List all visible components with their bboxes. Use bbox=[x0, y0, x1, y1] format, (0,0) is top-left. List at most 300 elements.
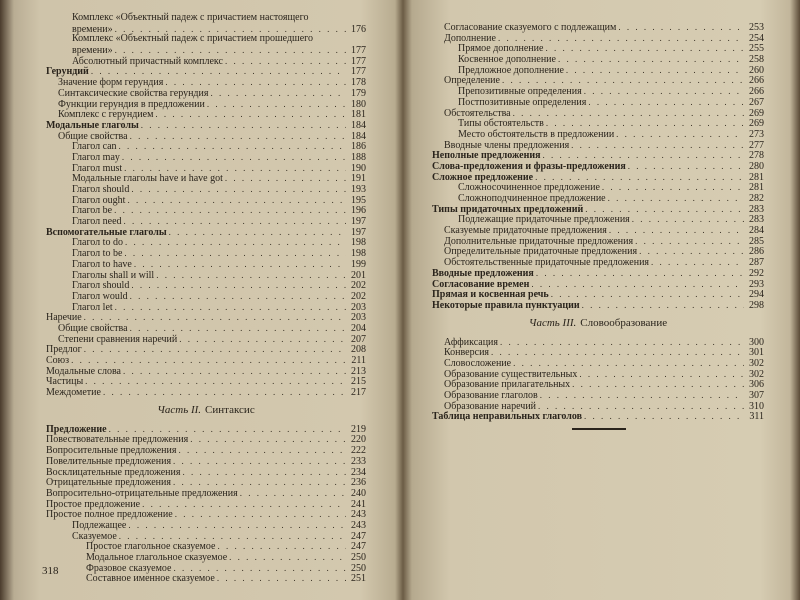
toc-entry-title: Дополнительные придаточные предложения bbox=[444, 235, 634, 247]
toc-entry bbox=[46, 34, 366, 45]
toc-leader-dots bbox=[628, 161, 744, 172]
toc-leader-dots bbox=[651, 257, 744, 268]
toc-list bbox=[432, 22, 764, 311]
toc-leader-dots bbox=[491, 347, 744, 358]
toc-leader-dots bbox=[498, 33, 744, 44]
toc-entry-title: Словосложение bbox=[444, 357, 512, 369]
toc-entry-title: Предлог bbox=[46, 344, 82, 356]
toc-entry-page: 298 bbox=[749, 299, 764, 311]
toc-entry bbox=[46, 248, 366, 259]
toc-entry-title: Глагол let bbox=[72, 301, 113, 313]
toc-entry-page: 281 bbox=[749, 182, 764, 194]
toc-entry bbox=[432, 347, 764, 358]
toc-entry-page: 286 bbox=[749, 246, 764, 258]
toc-entry bbox=[46, 573, 366, 584]
toc-entry bbox=[46, 445, 366, 456]
toc-entry-page: 178 bbox=[351, 77, 366, 89]
toc-entry-page: 255 bbox=[749, 43, 764, 55]
toc-leader-dots bbox=[119, 141, 346, 152]
toc-entry-title: Сложноподчиненное предложение bbox=[458, 193, 606, 204]
toc-entry bbox=[432, 161, 764, 172]
toc-entry-page: 284 bbox=[749, 225, 764, 237]
toc-entry-page: 282 bbox=[749, 193, 764, 204]
toc-entry-page: 203 bbox=[351, 312, 366, 324]
toc-leader-dots bbox=[229, 552, 346, 563]
toc-leader-dots bbox=[545, 43, 744, 54]
toc-entry-title: Восклицательные предложения bbox=[46, 466, 181, 478]
toc-leader-dots bbox=[131, 184, 346, 195]
toc-entry-page: 176 bbox=[351, 23, 366, 35]
toc-entry-title: Препозитивные определения bbox=[458, 86, 582, 98]
toc-entry-page: 195 bbox=[351, 194, 366, 206]
toc-entry-page: 301 bbox=[749, 347, 764, 359]
toc-entry bbox=[432, 214, 764, 225]
toc-leader-dots bbox=[538, 401, 744, 412]
toc-entry-title: Общие свойства bbox=[58, 130, 128, 142]
toc-entry-title: Вводные предложения bbox=[432, 267, 534, 279]
toc-leader-dots bbox=[536, 268, 744, 279]
toc-entry-page: 283 bbox=[749, 203, 764, 215]
toc-entry-page: 280 bbox=[749, 160, 764, 172]
toc-entry-page: 294 bbox=[749, 289, 764, 301]
toc-entry-title: Комплекс «Объектный падеж с причастием настоящего bbox=[72, 12, 309, 23]
toc-entry-page: 266 bbox=[749, 75, 764, 87]
toc-entry-title: Глагол to do bbox=[72, 237, 123, 249]
toc-leader-dots bbox=[632, 214, 744, 225]
toc-entry-page: 177 bbox=[351, 55, 366, 67]
toc-entry-page: 180 bbox=[351, 98, 366, 110]
toc-entry-page: 287 bbox=[749, 257, 764, 269]
toc-entry-page: 302 bbox=[749, 357, 764, 369]
toc-leader-dots bbox=[125, 237, 346, 248]
toc-entry-page: 199 bbox=[351, 258, 366, 270]
toc-entry bbox=[432, 150, 764, 161]
toc-entry bbox=[432, 236, 764, 247]
toc-entry bbox=[432, 246, 764, 257]
toc-entry-title: Глагол must bbox=[72, 162, 123, 174]
toc-leader-dots bbox=[175, 509, 346, 520]
toc-entry-page: 247 bbox=[351, 530, 366, 542]
toc-leader-dots bbox=[130, 323, 346, 334]
toc-entry-page: 277 bbox=[749, 139, 764, 151]
toc-entry bbox=[46, 141, 366, 152]
toc-leader-dots bbox=[91, 66, 346, 77]
toc-entry bbox=[46, 302, 366, 313]
toc-leader-dots bbox=[225, 173, 346, 184]
toc-entry bbox=[432, 193, 764, 204]
toc-entry-title: Союз bbox=[46, 355, 70, 366]
toc-leader-dots bbox=[608, 193, 744, 204]
toc-entry-page: 190 bbox=[351, 162, 366, 174]
toc-entry-title: Модальные глаголы bbox=[46, 119, 139, 131]
toc-entry-title: Сказуемое bbox=[72, 530, 117, 542]
toc-entry bbox=[46, 205, 366, 216]
toc-entry bbox=[46, 488, 366, 499]
toc-entry bbox=[432, 289, 764, 300]
toc-entry-title: Аффиксация bbox=[444, 336, 499, 348]
right-toc bbox=[432, 22, 764, 422]
toc-entry-page: 250 bbox=[351, 552, 366, 563]
part-number: Часть II. bbox=[157, 404, 202, 417]
toc-leader-dots bbox=[165, 77, 346, 88]
toc-entry bbox=[432, 401, 764, 412]
toc-entry bbox=[46, 45, 366, 56]
toc-leader-dots bbox=[585, 204, 744, 215]
toc-entry bbox=[46, 563, 366, 574]
toc-entry-page: 267 bbox=[749, 96, 764, 108]
toc-entry-page: 184 bbox=[351, 130, 366, 142]
toc-entry-title: Фразовое сказуемое bbox=[86, 562, 172, 574]
toc-entry bbox=[46, 334, 366, 345]
toc-entry-title: Слова-предложения и фразы-предложения bbox=[432, 160, 626, 172]
toc-entry-page: 293 bbox=[749, 278, 764, 290]
toc-entry-title: Типы придаточных предложений bbox=[432, 203, 584, 215]
toc-entry bbox=[432, 390, 764, 401]
right-page bbox=[404, 0, 800, 600]
toc-leader-dots bbox=[182, 467, 346, 478]
toc-entry-title: Функции герундия в предложении bbox=[58, 98, 205, 110]
toc-entry bbox=[46, 467, 366, 478]
toc-entry-title: Простое глагольное сказуемое bbox=[86, 541, 216, 553]
toc-entry-title: Неполные предложения bbox=[432, 150, 541, 162]
toc-entry-title: Глагол ought bbox=[72, 194, 126, 206]
toc-leader-dots bbox=[225, 56, 346, 67]
toc-entry-title: Типы обстоятельств bbox=[458, 118, 544, 130]
toc-leader-dots bbox=[173, 563, 346, 574]
toc-entry-page: 283 bbox=[749, 214, 764, 226]
toc-entry-title: Предложение bbox=[46, 423, 107, 435]
toc-leader-dots bbox=[130, 131, 346, 142]
toc-leader-dots bbox=[124, 216, 346, 227]
toc-entry bbox=[432, 118, 764, 129]
toc-leader-dots bbox=[571, 140, 744, 151]
toc-entry-page: 188 bbox=[351, 151, 366, 163]
toc-entry bbox=[46, 312, 366, 323]
toc-entry-page: 217 bbox=[351, 387, 366, 399]
toc-entry-title: Глагол need bbox=[72, 216, 122, 228]
toc-entry-title: Вводные члены предложения bbox=[444, 139, 570, 151]
toc-entry-title: Вспомогательные глаголы bbox=[46, 226, 167, 238]
toc-entry bbox=[432, 257, 764, 268]
toc-entry bbox=[46, 120, 366, 131]
toc-leader-dots bbox=[173, 456, 346, 467]
toc-entry bbox=[46, 520, 366, 531]
toc-leader-dots bbox=[127, 195, 346, 206]
toc-entry-title: Герундий bbox=[46, 66, 89, 78]
toc-entry-page: 269 bbox=[749, 107, 764, 119]
toc-entry bbox=[432, 97, 764, 108]
toc-leader-dots bbox=[217, 541, 346, 552]
toc-entry bbox=[46, 387, 366, 398]
toc-entry-title: Наречие bbox=[46, 312, 82, 324]
toc-entry bbox=[432, 54, 764, 65]
toc-leader-dots bbox=[114, 205, 346, 216]
toc-entry-title: Глагол can bbox=[72, 141, 117, 153]
toc-entry-title: Определительные придаточные предложения bbox=[444, 246, 638, 258]
toc-entry-title: Составное именное сказуемое bbox=[86, 573, 215, 585]
toc-entry-title: Комплекс «Объектный падеж с причастием прошедшего bbox=[72, 33, 314, 45]
toc-entry-page: 202 bbox=[351, 290, 366, 302]
toc-entry-title: Постпозитивные определения bbox=[458, 96, 587, 108]
toc-entry-title: Значение форм герундия bbox=[58, 77, 164, 89]
toc-leader-dots bbox=[122, 152, 346, 163]
toc-entry-page: 207 bbox=[351, 333, 366, 345]
toc-leader-dots bbox=[141, 120, 346, 131]
toc-entry-title: Степени сравнения наречий bbox=[58, 333, 178, 345]
toc-entry-title: Согласование сказуемого с подлежащим bbox=[444, 22, 617, 33]
toc-entry-page: 201 bbox=[351, 269, 366, 281]
toc-entry bbox=[432, 65, 764, 76]
toc-entry-title: Модальное глагольное сказуемое bbox=[86, 552, 228, 563]
toc-leader-dots bbox=[128, 520, 346, 531]
toc-leader-dots bbox=[85, 376, 346, 387]
toc-leader-dots bbox=[618, 22, 744, 33]
toc-leader-dots bbox=[535, 172, 744, 183]
toc-entry-page: 198 bbox=[351, 248, 366, 260]
toc-leader-dots bbox=[513, 108, 744, 119]
toc-entry bbox=[46, 173, 366, 184]
toc-leader-dots bbox=[156, 270, 346, 281]
toc-entry-title: Отрицательные предложения bbox=[46, 477, 171, 489]
toc-entry-title: Простое предложение bbox=[46, 498, 141, 510]
toc-entry-title: Конверсия bbox=[444, 347, 490, 359]
toc-entry-page: 253 bbox=[749, 22, 764, 33]
toc-entry bbox=[46, 424, 366, 435]
toc-leader-dots bbox=[588, 97, 744, 108]
toc-entry bbox=[46, 366, 366, 377]
toc-entry bbox=[432, 182, 764, 193]
toc-leader-dots bbox=[582, 300, 744, 311]
toc-leader-dots bbox=[190, 434, 346, 445]
toc-entry-title: Прямое дополнение bbox=[458, 43, 544, 55]
toc-entry-page: 202 bbox=[351, 280, 366, 292]
toc-entry bbox=[46, 227, 366, 238]
toc-leader-dots bbox=[207, 99, 346, 110]
toc-list bbox=[46, 13, 366, 398]
toc-entry-title: Модальные слова bbox=[46, 365, 121, 377]
toc-entry-page: 177 bbox=[351, 45, 366, 57]
toc-entry bbox=[46, 291, 366, 302]
toc-entry bbox=[432, 279, 764, 290]
toc-entry-title: Обстоятельства bbox=[444, 107, 511, 119]
toc-list bbox=[46, 424, 366, 584]
toc-leader-dots bbox=[178, 445, 346, 456]
toc-leader-dots bbox=[240, 488, 346, 499]
toc-entry bbox=[46, 216, 366, 227]
toc-list bbox=[432, 337, 764, 423]
toc-entry bbox=[46, 355, 366, 366]
toc-entry-title: Сложносочиненное предложение bbox=[458, 182, 600, 194]
toc-entry bbox=[46, 109, 366, 120]
toc-entry-title: Комплекс с герундием bbox=[58, 109, 154, 121]
toc-entry-title: Образование наречий bbox=[444, 400, 537, 412]
toc-entry bbox=[46, 66, 366, 77]
toc-entry-page: 181 bbox=[351, 109, 366, 121]
toc-entry-title: Таблица неправильных глаголов bbox=[432, 411, 583, 423]
toc-entry-title: Образование прилагательных bbox=[444, 379, 571, 391]
toc-entry-page: 220 bbox=[351, 434, 366, 446]
toc-leader-dots bbox=[531, 279, 744, 290]
toc-entry-title: Модальные глаголы have и have got bbox=[72, 173, 223, 185]
toc-entry-page: 203 bbox=[351, 301, 366, 313]
toc-entry-page: 198 bbox=[351, 237, 366, 249]
toc-entry bbox=[46, 477, 366, 488]
part-number: Часть III. bbox=[528, 317, 577, 330]
toc-leader-dots bbox=[513, 358, 744, 369]
toc-entry bbox=[46, 13, 366, 24]
toc-entry-title: Частицы bbox=[46, 376, 84, 388]
toc-leader-dots bbox=[134, 259, 346, 270]
toc-entry bbox=[46, 270, 366, 281]
toc-leader-dots bbox=[551, 289, 744, 300]
toc-entry-page: 251 bbox=[351, 573, 366, 585]
toc-entry-page: 236 bbox=[351, 477, 366, 489]
toc-entry-page: 260 bbox=[749, 64, 764, 76]
toc-entry-title: Общие свойства bbox=[58, 322, 128, 334]
toc-entry-title: Глагол may bbox=[72, 151, 120, 163]
toc-entry-title: Глаголы shall и will bbox=[72, 269, 155, 281]
toc-leader-dots bbox=[639, 246, 744, 257]
part-heading bbox=[432, 311, 764, 337]
toc-entry-page: 233 bbox=[351, 455, 366, 467]
toc-entry-title: Вопросительные предложения bbox=[46, 445, 177, 457]
toc-entry-title: времени» bbox=[72, 23, 113, 35]
toc-entry bbox=[432, 358, 764, 369]
toc-entry-page: 302 bbox=[749, 368, 764, 380]
toc-entry-title: Глагол should bbox=[72, 184, 130, 195]
toc-entry bbox=[46, 509, 366, 520]
toc-entry-page: 213 bbox=[351, 365, 366, 377]
toc-entry-page: 278 bbox=[749, 150, 764, 162]
toc-entry-page: 179 bbox=[351, 87, 366, 99]
toc-entry-title: Подлежащее bbox=[72, 519, 127, 531]
toc-entry bbox=[432, 411, 764, 422]
toc-entry-page: 241 bbox=[351, 498, 366, 510]
toc-entry bbox=[432, 129, 764, 140]
toc-leader-dots bbox=[500, 337, 744, 348]
toc-entry-page: 269 bbox=[749, 118, 764, 130]
toc-leader-dots bbox=[616, 129, 744, 140]
page-number: 318 bbox=[42, 565, 59, 577]
toc-entry-title: Дополнение bbox=[444, 32, 496, 44]
toc-entry bbox=[46, 552, 366, 563]
part-title: Синтаксис bbox=[205, 404, 255, 417]
toc-entry-title: Вопросительно-отрицательные предложения bbox=[46, 487, 238, 499]
toc-entry-page: 193 bbox=[351, 184, 366, 195]
toc-entry bbox=[46, 195, 366, 206]
toc-entry-page: 186 bbox=[351, 141, 366, 153]
toc-entry-page: 204 bbox=[351, 322, 366, 334]
part-title: Словообразование bbox=[580, 317, 668, 330]
toc-entry-page: 266 bbox=[749, 86, 764, 98]
toc-entry-page: 240 bbox=[351, 487, 366, 499]
toc-entry bbox=[46, 237, 366, 248]
toc-leader-dots bbox=[635, 236, 744, 247]
toc-leader-dots bbox=[558, 54, 744, 65]
toc-entry bbox=[432, 43, 764, 54]
toc-entry bbox=[432, 86, 764, 97]
toc-entry-title: Абсолютный причастный комплекс bbox=[72, 55, 223, 67]
toc-leader-dots bbox=[130, 291, 346, 302]
toc-entry-page: 197 bbox=[351, 216, 366, 228]
toc-entry-page: 311 bbox=[749, 411, 764, 423]
toc-entry-title: Сложное предложение bbox=[432, 171, 534, 183]
toc-entry bbox=[432, 379, 764, 390]
toc-entry-title: Некоторые правила пунктуации bbox=[432, 299, 580, 311]
toc-entry-title: Определение bbox=[444, 75, 500, 87]
toc-leader-dots bbox=[566, 65, 744, 76]
part-heading bbox=[46, 398, 366, 424]
toc-entry bbox=[46, 280, 366, 291]
toc-leader-dots bbox=[602, 182, 744, 193]
toc-leader-dots bbox=[173, 477, 346, 488]
toc-entry bbox=[46, 434, 366, 445]
toc-entry-title: Глагол to be bbox=[72, 248, 123, 260]
toc-entry-page: 258 bbox=[749, 54, 764, 66]
toc-leader-dots bbox=[609, 225, 744, 236]
toc-entry-page: 208 bbox=[351, 344, 366, 356]
toc-leader-dots bbox=[540, 390, 744, 401]
toc-leader-dots bbox=[71, 355, 346, 366]
toc-entry bbox=[432, 268, 764, 279]
toc-leader-dots bbox=[210, 88, 346, 99]
toc-leader-dots bbox=[115, 302, 346, 313]
toc-entry bbox=[46, 99, 366, 110]
toc-entry bbox=[432, 108, 764, 119]
toc-entry bbox=[432, 75, 764, 86]
toc-entry bbox=[46, 456, 366, 467]
toc-leader-dots bbox=[84, 312, 346, 323]
toc-entry-title: Подлежащие придаточные предложения bbox=[458, 214, 630, 226]
toc-entry-page: 196 bbox=[351, 205, 366, 217]
toc-entry bbox=[46, 77, 366, 88]
toc-leader-dots bbox=[115, 45, 346, 56]
toc-leader-dots bbox=[502, 75, 744, 86]
toc-entry-page: 254 bbox=[749, 32, 764, 44]
toc-entry-page: 292 bbox=[749, 267, 764, 279]
toc-entry bbox=[432, 225, 764, 236]
toc-entry bbox=[46, 344, 366, 355]
toc-leader-dots bbox=[109, 424, 346, 435]
toc-entry-page: 310 bbox=[749, 400, 764, 412]
toc-leader-dots bbox=[84, 344, 346, 355]
toc-entry bbox=[46, 88, 366, 99]
toc-entry-page: 184 bbox=[351, 119, 366, 131]
toc-entry-page: 300 bbox=[749, 336, 764, 348]
toc-entry-page: 247 bbox=[351, 541, 366, 553]
toc-entry bbox=[46, 376, 366, 387]
toc-entry-page: 197 bbox=[351, 226, 366, 238]
toc-entry bbox=[46, 56, 366, 67]
toc-entry-title: Место обстоятельств в предложении bbox=[458, 128, 615, 140]
toc-entry bbox=[46, 531, 366, 542]
toc-entry-title: Глагол be bbox=[72, 205, 113, 217]
toc-leader-dots bbox=[543, 150, 744, 161]
toc-entry bbox=[46, 163, 366, 174]
toc-entry-page: 215 bbox=[351, 376, 366, 388]
toc-entry bbox=[46, 184, 366, 195]
toc-entry-page: 273 bbox=[749, 128, 764, 140]
toc-entry-page: 234 bbox=[351, 466, 366, 478]
toc-leader-dots bbox=[124, 248, 346, 259]
toc-entry-title: времени» bbox=[72, 45, 113, 57]
toc-entry bbox=[46, 323, 366, 334]
toc-entry-page: 243 bbox=[351, 509, 366, 521]
toc-leader-dots bbox=[103, 387, 346, 398]
toc-leader-dots bbox=[169, 227, 346, 238]
toc-entry-page: 250 bbox=[351, 562, 366, 574]
toc-entry bbox=[432, 22, 764, 33]
